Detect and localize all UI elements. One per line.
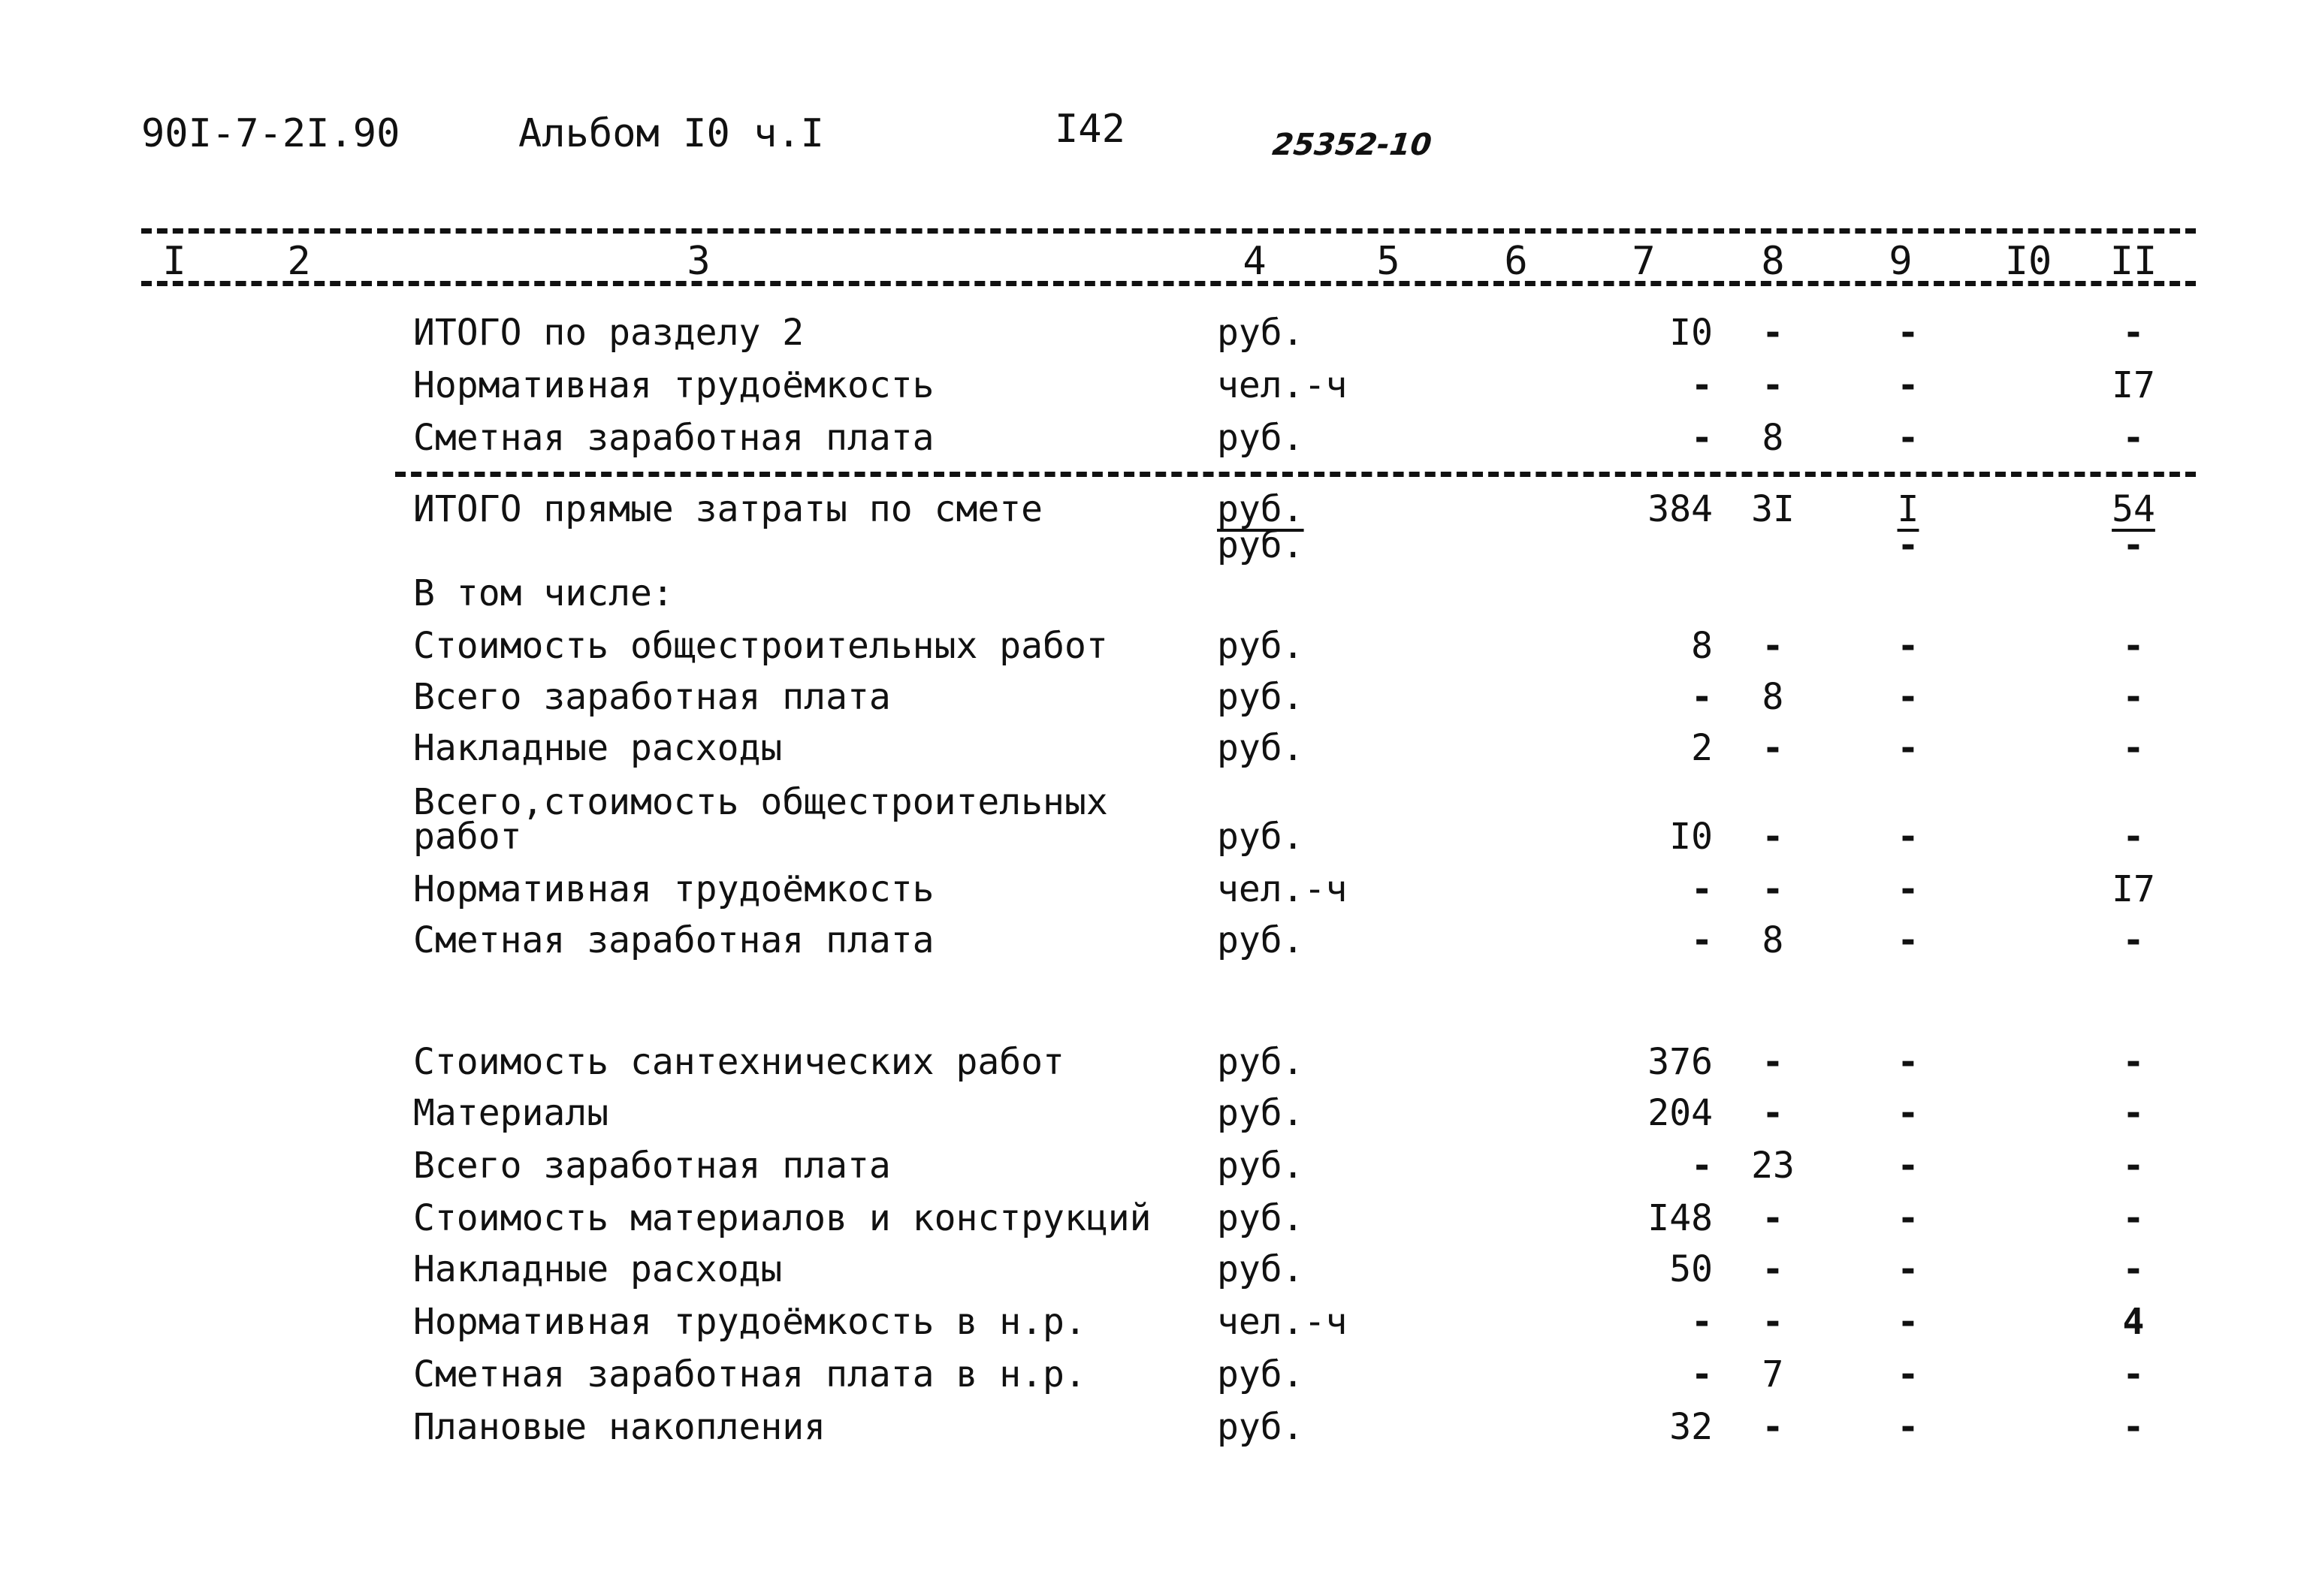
album-label: Альбом I0 ч.I	[518, 111, 824, 156]
row-col11: -	[2122, 625, 2145, 667]
row-col7: 8	[1691, 625, 1713, 667]
row-label: Сметная заработная плата	[413, 919, 935, 961]
row-col7: I0	[1669, 816, 1713, 858]
row-unit: руб.	[1217, 625, 1304, 667]
table-row	[0, 676, 2307, 724]
table-row-total	[0, 488, 2307, 536]
row-col11: 54	[2112, 488, 2155, 530]
column-number-8: 8	[1761, 239, 1785, 284]
row-label: Сметная заработная плата	[413, 417, 935, 459]
row-col9: -	[1897, 919, 1919, 961]
row-col7: -	[1691, 1301, 1713, 1343]
table-row	[0, 364, 2307, 412]
row-col8: -	[1762, 868, 1784, 910]
table-row	[0, 1092, 2307, 1140]
row-label: В том числе:	[413, 572, 674, 614]
row-col8: -	[1762, 1197, 1784, 1239]
row-unit: руб.	[1217, 816, 1304, 858]
row-col7: I0	[1669, 312, 1713, 354]
table-row	[0, 625, 2307, 673]
row-col11: -	[2122, 816, 2145, 858]
row-label: Сметная заработная плата в н.р.	[413, 1353, 1086, 1395]
row-unit: руб.	[1217, 919, 1304, 961]
row-unit: чел.-ч	[1217, 868, 1348, 910]
table-row-caption	[0, 572, 2307, 620]
row-unit: руб.	[1217, 488, 1304, 530]
row-col9: -	[1897, 1406, 1919, 1448]
column-number-5: 5	[1376, 239, 1400, 284]
row-col9: -	[1897, 1145, 1919, 1187]
row-col8: 23	[1751, 1145, 1795, 1187]
row-col8: -	[1762, 727, 1784, 769]
row-unit: руб.	[1217, 1041, 1304, 1083]
row-col7: 384	[1647, 488, 1713, 530]
row-col9: -	[1897, 816, 1919, 858]
header-top-rule	[141, 228, 2196, 234]
row-col11: -	[2122, 727, 2145, 769]
row-col9: -	[1897, 364, 1919, 406]
row-col7: -	[1691, 868, 1713, 910]
row-col11: -	[2122, 1353, 2145, 1395]
column-number-10: I0	[2004, 239, 2052, 284]
row-unit: руб.	[1217, 312, 1304, 354]
page-number: I42	[1055, 107, 1125, 152]
row-unit: чел.-ч	[1217, 364, 1348, 406]
table-row	[0, 1248, 2307, 1296]
row-label: Всего,стоимость общестроительных	[413, 781, 1108, 823]
row-col11: I7	[2112, 364, 2155, 406]
row-col11: -	[2122, 1406, 2145, 1448]
row-label: ИТОГО прямые затраты по смете	[413, 488, 1043, 530]
row-unit: руб.	[1217, 727, 1304, 769]
row-col9: -	[1897, 868, 1919, 910]
column-number-9: 9	[1889, 239, 1913, 284]
row-col8: -	[1762, 1301, 1784, 1343]
table-row	[0, 1197, 2307, 1245]
row-unit: руб.	[1217, 1353, 1304, 1395]
row-label: Всего заработная плата	[413, 676, 891, 718]
row-col8: 8	[1762, 919, 1784, 961]
row-col7: -	[1691, 676, 1713, 718]
row-unit: руб.	[1217, 676, 1304, 718]
row-col7: -	[1691, 1145, 1713, 1187]
row-col11: I7	[2112, 868, 2155, 910]
row-col9: -	[1897, 727, 1919, 769]
row-col8: -	[1762, 1248, 1784, 1290]
column-number-4: 4	[1243, 239, 1267, 284]
column-number-11: II	[2109, 239, 2158, 284]
row-col9: -	[1897, 1353, 1919, 1395]
row-col7: 2	[1691, 727, 1713, 769]
row-col11: -	[2122, 312, 2145, 354]
row-col11: -	[2122, 1041, 2145, 1083]
row-col8: -	[1762, 364, 1784, 406]
column-number-2: 2	[287, 239, 311, 284]
row-col11: -	[2122, 1145, 2145, 1187]
row-col9: -	[1897, 676, 1919, 718]
row-col7: 376	[1647, 1041, 1713, 1083]
table-row	[0, 1406, 2307, 1454]
table-row	[0, 1353, 2307, 1401]
row-col8: 3I	[1751, 488, 1795, 530]
row-col8: -	[1762, 625, 1784, 667]
row-col7: -	[1691, 417, 1713, 459]
row-col7: 204	[1647, 1092, 1713, 1134]
row-col11: -	[2122, 417, 2145, 459]
table-row	[0, 1145, 2307, 1193]
row-label: Нормативная трудоёмкость	[413, 364, 935, 406]
row-col7: -	[1691, 919, 1713, 961]
row-col8: -	[1762, 1406, 1784, 1448]
row-label-continuation: работ	[413, 816, 522, 858]
row-unit: руб.	[1217, 1145, 1304, 1187]
column-number-6: 6	[1504, 239, 1528, 284]
row-col9-denominator: -	[1897, 524, 1919, 566]
row-label: Стоимость сантехнических работ	[413, 1041, 1064, 1083]
row-col9: -	[1897, 417, 1919, 459]
row-col9: -	[1897, 312, 1919, 354]
table-row	[0, 816, 2307, 864]
row-col11: -	[2122, 919, 2145, 961]
row-col7: -	[1691, 1353, 1713, 1395]
row-unit: чел.-ч	[1217, 1301, 1348, 1343]
row-col8: 7	[1762, 1353, 1784, 1395]
row-col8: -	[1762, 1041, 1784, 1083]
row-label: Плановые накопления	[413, 1406, 826, 1448]
row-label: Накладные расходы	[413, 1248, 783, 1290]
row-col9: I	[1897, 488, 1919, 530]
row-label: Нормативная трудоёмкость	[413, 868, 935, 910]
row-unit: руб.	[1217, 1092, 1304, 1134]
row-label: Стоимость общестроительных работ	[413, 625, 1108, 667]
row-col9: -	[1897, 1197, 1919, 1239]
row-unit: руб.	[1217, 1248, 1304, 1290]
document-code: 90I-7-2I.90	[141, 111, 400, 156]
row-label: Стоимость материалов и конструкций	[413, 1197, 1152, 1239]
row-unit: руб.	[1217, 417, 1304, 459]
row-label: ИТОГО по разделу 2	[413, 312, 805, 354]
column-number-1: I	[162, 239, 186, 284]
row-col8: 8	[1762, 676, 1784, 718]
section-separator-rule	[395, 472, 2196, 477]
row-unit: руб.	[1217, 1197, 1304, 1239]
row-label: Материалы	[413, 1092, 609, 1134]
row-col8: 8	[1762, 417, 1784, 459]
row-col11: -	[2122, 676, 2145, 718]
row-unit-denominator: руб.	[1217, 524, 1304, 566]
row-col11-denominator: -	[2122, 524, 2145, 566]
row-col9: -	[1897, 1041, 1919, 1083]
handwritten-stamp: 25352-10	[1270, 128, 1433, 162]
header-bottom-rule	[141, 281, 2196, 286]
table-row	[0, 868, 2307, 916]
row-col7: 50	[1669, 1248, 1713, 1290]
table-row	[0, 312, 2307, 360]
row-label: Нормативная трудоёмкость в н.р.	[413, 1301, 1086, 1343]
row-col8: -	[1762, 816, 1784, 858]
row-col9: -	[1897, 1301, 1919, 1343]
row-unit: руб.	[1217, 1406, 1304, 1448]
table-row	[0, 919, 2307, 967]
table-row	[0, 1041, 2307, 1089]
row-col7: I48	[1647, 1197, 1713, 1239]
row-label: Накладные расходы	[413, 727, 783, 769]
row-col9: -	[1897, 1092, 1919, 1134]
row-col11: -	[2122, 1248, 2145, 1290]
row-label: Всего заработная плата	[413, 1145, 891, 1187]
table-row	[0, 1301, 2307, 1349]
row-col8: -	[1762, 1092, 1784, 1134]
row-col11: -	[2122, 1092, 2145, 1134]
row-col9: -	[1897, 1248, 1919, 1290]
column-number-3: 3	[687, 239, 711, 284]
row-col11: -	[2122, 1197, 2145, 1239]
row-col7: 32	[1669, 1406, 1713, 1448]
row-col11: 4	[2122, 1301, 2145, 1343]
row-col9: -	[1897, 625, 1919, 667]
row-col7: -	[1691, 364, 1713, 406]
row-col8: -	[1762, 312, 1784, 354]
column-number-7: 7	[1632, 239, 1656, 284]
table-row	[0, 417, 2307, 465]
table-row	[0, 727, 2307, 775]
